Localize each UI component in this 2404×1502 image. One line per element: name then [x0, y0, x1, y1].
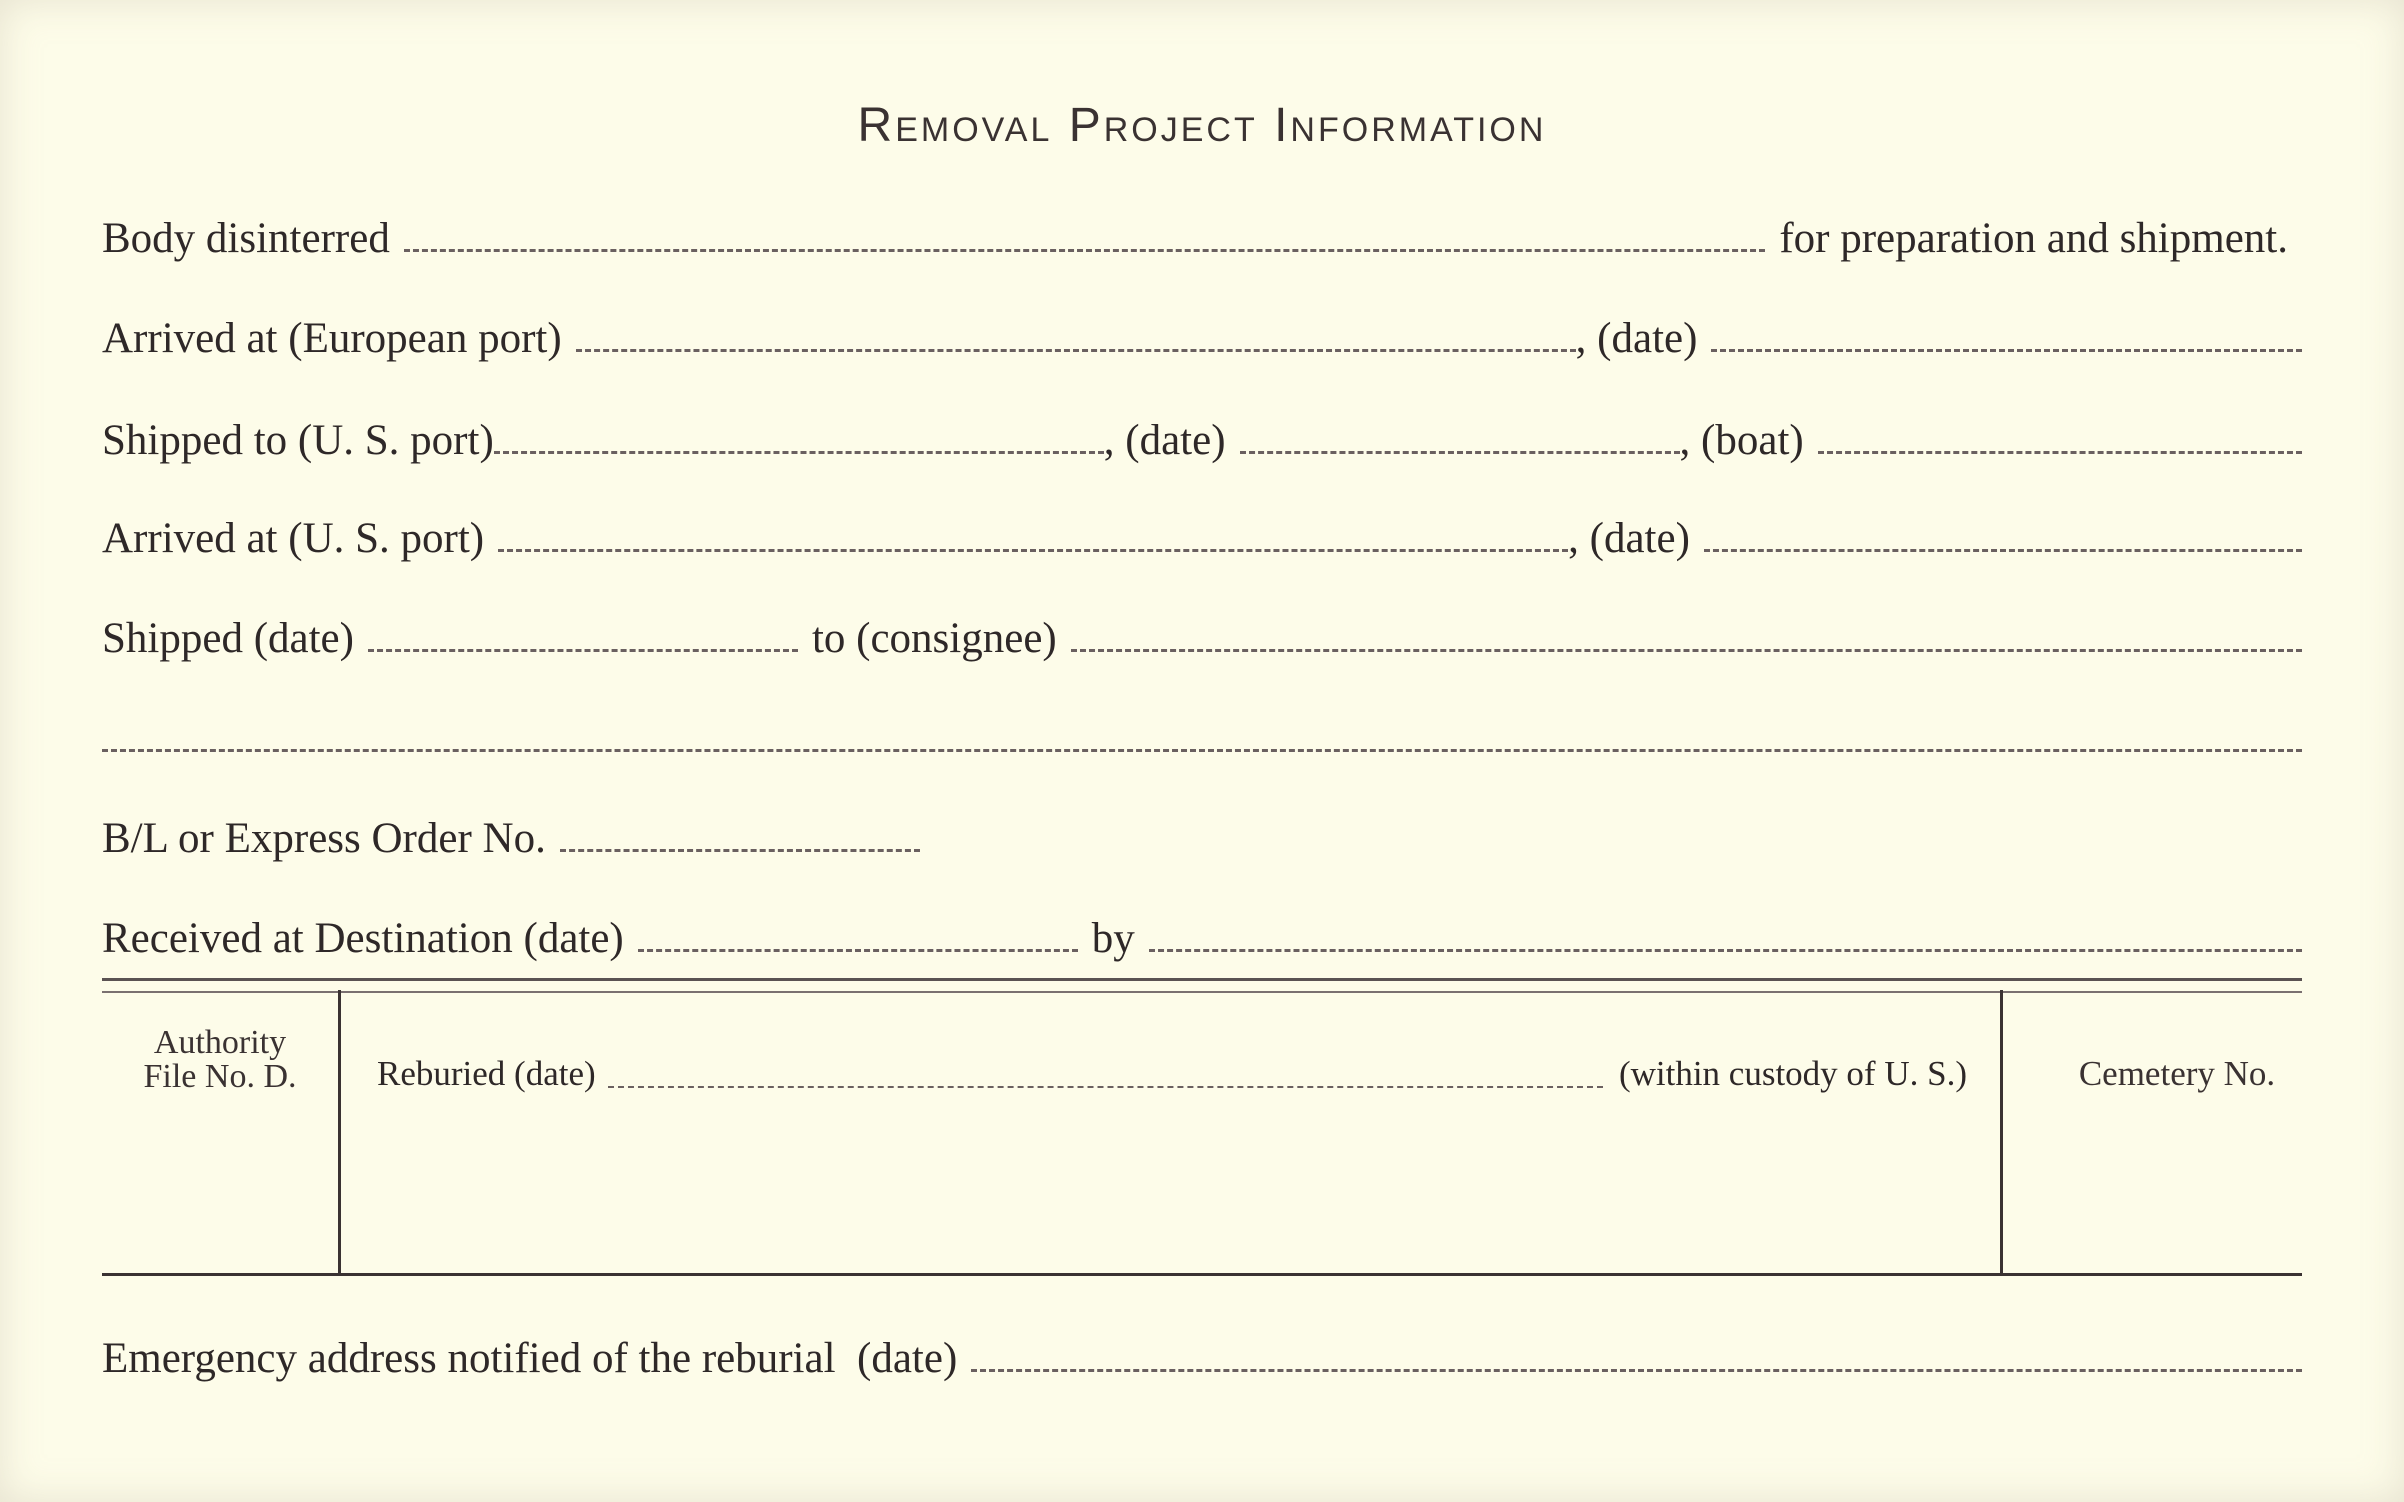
field-shipped-date-only[interactable]	[368, 649, 798, 652]
field-emergency-date[interactable]	[971, 1369, 2302, 1372]
field-european-date[interactable]	[1711, 349, 2302, 352]
row-emergency	[102, 1320, 2302, 1380]
label-arrived-european: Arrived at (European port)	[102, 315, 562, 362]
label-bl-order: B/L or Express Order No.	[102, 815, 546, 862]
field-shipped-date[interactable]	[1240, 451, 1680, 454]
label-body-disinterred: Body disinterred	[102, 215, 390, 262]
field-us-port[interactable]	[494, 451, 1104, 454]
row-body-disinterred	[102, 200, 2302, 260]
label-cemetery-no: Cemetery No.	[2078, 1054, 2276, 1093]
field-european-port[interactable]	[576, 349, 1576, 352]
label-received: Received at Destination (date)	[102, 915, 624, 962]
authority-file-label	[102, 1026, 338, 1094]
field-boat[interactable]	[1818, 451, 2302, 454]
label-shipped-date: , (date)	[1103, 417, 1226, 464]
field-received-date[interactable]	[638, 949, 1078, 952]
field-reburied-date[interactable]	[608, 1086, 1603, 1088]
field-bl-order[interactable]	[560, 849, 920, 852]
field-received-by[interactable]	[1149, 949, 2302, 952]
label-reburied: Reburied (date)	[377, 1054, 596, 1093]
label-consignee: to (consignee)	[811, 615, 1057, 662]
row-arrived-european	[102, 300, 2302, 360]
row-arrived-us	[102, 500, 2302, 560]
label-boat: , (boat)	[1679, 417, 1804, 464]
label-arrived-us-date: , (date)	[1568, 515, 1690, 562]
label-shipped-us: Shipped to (U. S. port)	[102, 417, 494, 464]
row-received	[102, 900, 2302, 960]
row-shipped-us	[102, 402, 2302, 462]
file-no-label: File No. D.	[143, 1058, 297, 1095]
label-preparation-shipment: for preparation and shipment.	[1779, 215, 2288, 262]
field-consignee-continued[interactable]	[102, 749, 2302, 752]
label-arrived-us: Arrived at (U. S. port)	[102, 515, 485, 562]
field-body-disinterred[interactable]	[404, 249, 1765, 252]
label-shipped-date-only: Shipped (date)	[102, 615, 354, 662]
label-custody: (within custody of U. S.)	[1618, 1054, 1967, 1093]
reburied-row	[377, 1054, 1967, 1094]
label-by: by	[1091, 915, 1135, 962]
row-bl-order	[102, 800, 2302, 860]
page-title: Removal Project Information	[857, 99, 1547, 152]
row-consignee-continued	[102, 700, 2302, 760]
field-arrived-us-port[interactable]	[498, 549, 1568, 552]
label-european-date: , (date)	[1575, 315, 1698, 362]
label-emergency: Emergency address notified of the reburial (date)	[102, 1335, 958, 1382]
divider-right	[2000, 990, 2003, 1273]
divider-left	[338, 990, 341, 1273]
row-shipped-date	[102, 600, 2302, 660]
field-arrived-us-date[interactable]	[1704, 549, 2302, 552]
field-consignee[interactable]	[1071, 649, 2302, 652]
reburial-box	[102, 990, 2302, 1276]
authority-label: Authority	[153, 1024, 287, 1061]
